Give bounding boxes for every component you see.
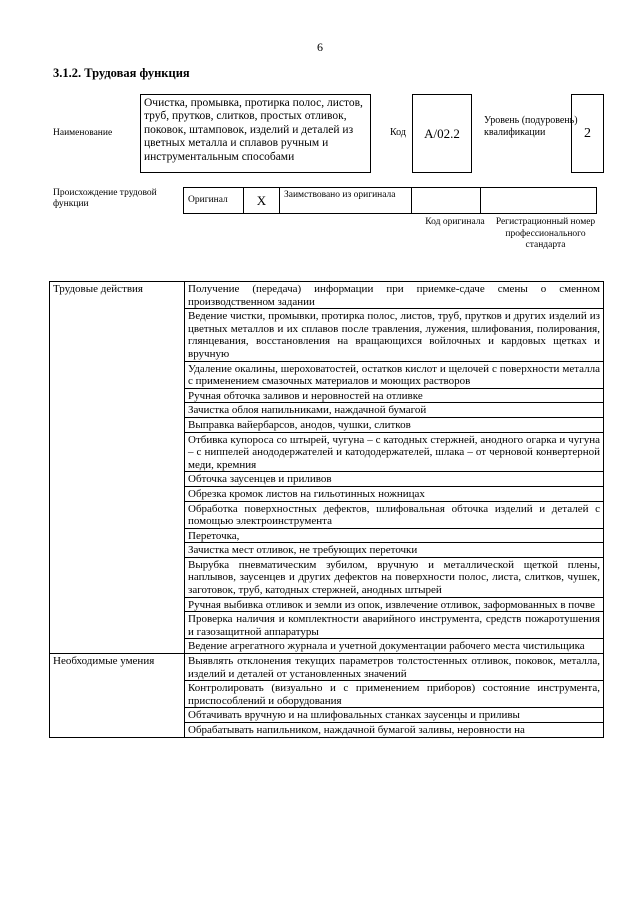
page-number: 6 (317, 40, 323, 54)
labor-action-item: Обрезка кромок листов на гильотинных ножницах (185, 486, 604, 501)
labor-action-item: Ведение агрегатного журнала и учетной документации рабочего места чистильщика (185, 639, 604, 654)
skill-item: Обтачивать вручную и на шлифовальных станках заусенцы и приливы (185, 708, 604, 723)
labor-action-row (50, 282, 604, 309)
skill-item: Обрабатывать напильником, наждачной бумагой заливы, неровности на (185, 723, 604, 738)
skill-item: Контролировать (визуально и с применением приборов) состояние инструмента, приспособлений и оборудования (185, 681, 604, 708)
labor-action-item: Выправка вайербарсов, анодов, чушки, слитков (185, 417, 604, 432)
level-value: 2 (571, 94, 604, 173)
labor-action-item: Обточка заусенцев и приливов (185, 472, 604, 487)
labor-action-item: Получение (передача) информации при приемке-сдаче смены о сменном производственном задании (185, 282, 604, 309)
labor-action-item: Обработка поверхностных дефектов, шлифовальная обточка изделий и деталей с помощью электроинструмента (185, 501, 604, 528)
reg-caption: Регистрационный номер профессионального стандарта (495, 217, 596, 250)
origin-row (184, 187, 597, 214)
skill-item: Выявлять отклонения текущих параметров толстостенных отливок, поковок, металла, изделий и деталей от установленных значений (185, 654, 604, 681)
labor-action-item: Зачистка облоя напильниками, наждачной бумагой (185, 403, 604, 418)
origin-label: Происхождение трудовой функции (53, 188, 157, 209)
code-caption: Код оригинала (425, 217, 485, 227)
labor-action-item: Ведение чистки, промывки, протирка полос, листов, труб, прутков и других изделий из цветных металлов и их сплавов после травления, лужения, шлифования, полирования, глянцевания, восстановления на вращающихся войлочных и кардовых щетках и вручную (185, 309, 604, 361)
level-label: Уровень (подуровень) квалификации (484, 115, 578, 138)
labor-action-item: Зачистка мест отливок, не требующих переточки (185, 543, 604, 558)
original-mark: X (243, 187, 280, 214)
original-code-cell (411, 187, 481, 214)
code-value: А/02.2 (412, 94, 472, 173)
labor-action-item: Удаление окалины, шероховатостей, остатков кислот и щелочей с поверхности металла с применением смазочных материалов и моющих растворов (185, 361, 604, 388)
labor-action-item: Переточка, (185, 528, 604, 543)
reg-number-cell (480, 187, 597, 214)
labor-action-item: Ручная обточка заливов и неровностей на отливке (185, 388, 604, 403)
original-label: Оригинал (183, 187, 244, 214)
labor-action-item: Проверка наличия и комплектности аварийного инструмента, средств пожаротушения и газозащитной аппаратуры (185, 612, 604, 639)
labor-action-item: Отбивка купороса со штырей, чугуна – с катодных стержней, анодного огарка и чугуна – с ниппелей анододержателей и катододержателей, шлака – от черновой конвертерной меди, кремния (185, 432, 604, 472)
skill-row (50, 654, 604, 681)
name-value: Очистка, промывка, протирка полос, листов, труб, прутков, слитков, простых отливок, поковок, штамповок, изделий и деталей из цветных металла и сплавов ручным и инструментальным способами (140, 94, 371, 173)
code-label: Код (390, 127, 406, 138)
labor-action-item: Ручная выбивка отливок и земли из опок, извлечение отливок, заформованных в почве (185, 597, 604, 612)
function-table (49, 281, 604, 738)
labor-action-item: Вырубка пневматическим зубилом, вручную и металлической щеткой плены, наплывов, заусенцев и других дефектов на поверхности полос, листа, слитков, чушек, заготовок, труб, катодных стержней, анодных штырей (185, 557, 604, 597)
skill-label: Необходимые умения (50, 654, 185, 738)
name-label: Наименование (53, 128, 113, 138)
borrowed-label: Заимствовано из оригинала (279, 187, 412, 214)
labor-action-label: Трудовые действия (50, 282, 185, 654)
section-title: 3.1.2. Трудовая функция (53, 66, 190, 80)
